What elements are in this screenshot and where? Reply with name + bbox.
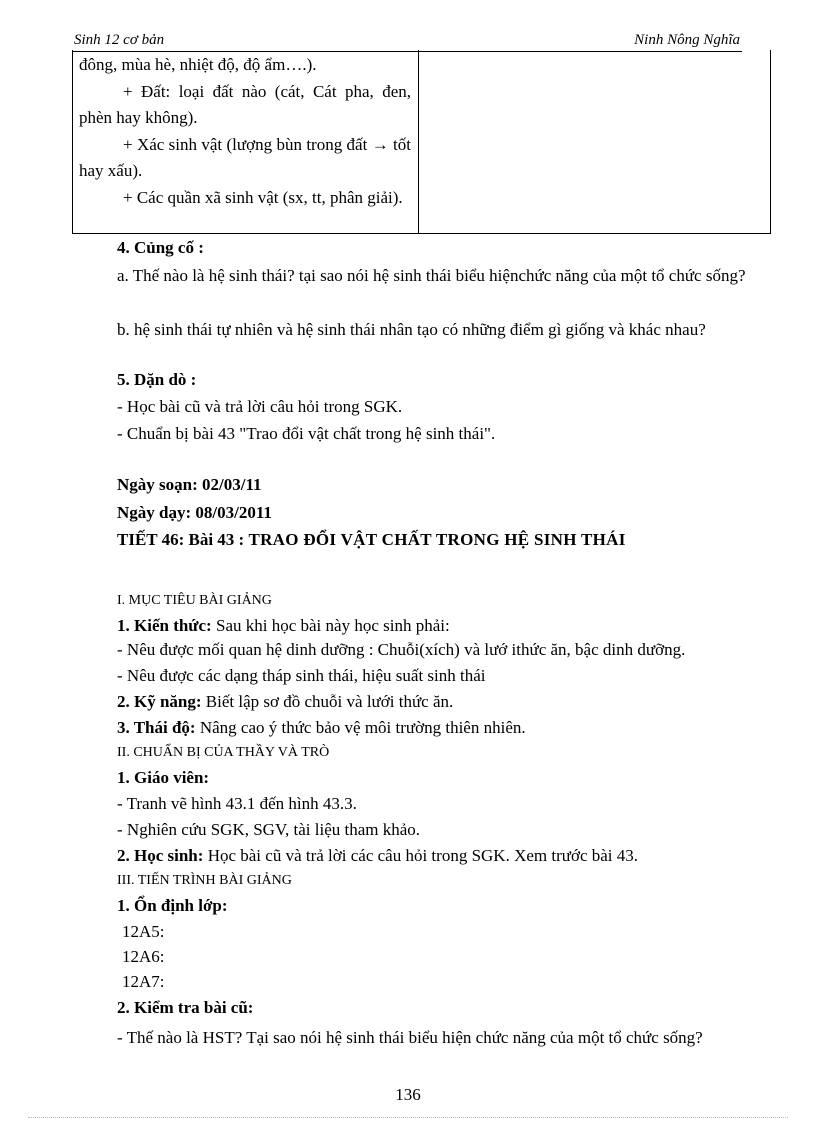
class-entry: 12A7:: [122, 972, 165, 991]
cell-line: đông, mùa hè, nhiệt độ, độ ẩm….).: [79, 55, 317, 74]
footer-rule: [28, 1117, 788, 1118]
cung-co-heading: 4. Củng cố :: [117, 238, 204, 257]
dan-do-item: - Học bài cũ và trả lời câu hỏi trong SGK.: [117, 397, 403, 416]
ngay-day: Ngày dạy: 08/03/2011: [117, 503, 272, 522]
class-entry: 12A5:: [122, 922, 165, 941]
ngay-soan: Ngày soạn: 02/03/11: [117, 475, 262, 494]
cell-line: + Các quần xã sinh vật (sx, tt, phân giải).: [123, 187, 403, 207]
cell-line: + Xác sinh vật (lượng bùn trong đất → tốt hay xấu).: [79, 134, 411, 180]
cung-co-question-b: b. hệ sinh thái tự nhiên và hệ sinh thái nhân tạo có những điểm gì giống và khác nhau?: [117, 320, 706, 339]
on-dinh-heading: 1. Ổn định lớp:: [117, 896, 228, 915]
tien-trinh-heading: III. TIẾN TRÌNH BÀI GIẢNG: [117, 873, 292, 888]
page-header: [72, 31, 742, 52]
giao-vien-item: - Tranh vẽ hình 43.1 đến hình 43.3.: [117, 794, 357, 813]
page-number: 136: [395, 1085, 421, 1104]
cell-line: + Đất: loại đất nào (cát, Cát pha, đen, phèn hay không).: [79, 81, 411, 127]
class-entry: 12A6:: [122, 947, 165, 966]
kien-thuc-item: - Nêu được các dạng tháp sinh thái, hiệu suất sinh thái: [117, 666, 486, 685]
chuan-bi-heading: II. CHUẨN BỊ CỦA THẦY VÀ TRÒ: [117, 745, 330, 760]
hoc-sinh-line: 2. Học sinh: Học bài cũ và trả lời các câu hỏi trong SGK. Xem trước bài 43.: [117, 846, 639, 865]
table-divider: [418, 50, 419, 233]
content-table: [72, 50, 771, 234]
cung-co-question-a: a. Thế nào là hệ sinh thái? tại sao nói hệ sinh thái biểu hiệnchức năng của một tổ chức sống?: [117, 266, 746, 285]
table-left-cell: [79, 52, 411, 211]
muc-tieu-heading: I. MỤC TIÊU BÀI GIẢNG: [117, 593, 272, 608]
kiem-tra-heading: 2. Kiểm tra bài cũ:: [117, 998, 254, 1017]
thai-do-line: 3. Thái độ: Nâng cao ý thức bảo vệ môi trường thiên nhiên.: [117, 718, 526, 737]
ky-nang-line: 2. Kỹ năng: Biết lập sơ đồ chuỗi và lưới thức ăn.: [117, 692, 454, 711]
dan-do-heading: 5. Dặn dò :: [117, 370, 197, 389]
lesson-title: TIẾT 46: Bài 43 : TRAO ĐỔI VẬT CHẤT TRONG HỆ SINH THÁI: [117, 530, 626, 549]
kien-thuc-line: 1. Kiến thức: Sau khi học bài này học sinh phải:: [117, 616, 450, 635]
header-subject: Sinh 12 cơ bản: [74, 32, 165, 48]
kien-thuc-item: - Nêu được mối quan hệ dinh dưỡng : Chuỗi(xích) và lướ ithức ăn, bậc dinh dưỡng.: [117, 640, 686, 659]
dan-do-item: - Chuẩn bị bài 43 "Trao đổi vật chất trong hệ sinh thái".: [117, 424, 496, 443]
giao-vien-item: - Nghiên cứu SGK, SGV, tài liệu tham khảo.: [117, 820, 421, 839]
giao-vien-heading: 1. Giáo viên:: [117, 768, 210, 787]
header-author: Ninh Nông Nghĩa: [634, 32, 740, 48]
kiem-tra-question: - Thế nào là HST? Tại sao nói hệ sinh thái biểu hiện chức năng của một tổ chức sống?: [117, 1028, 703, 1047]
